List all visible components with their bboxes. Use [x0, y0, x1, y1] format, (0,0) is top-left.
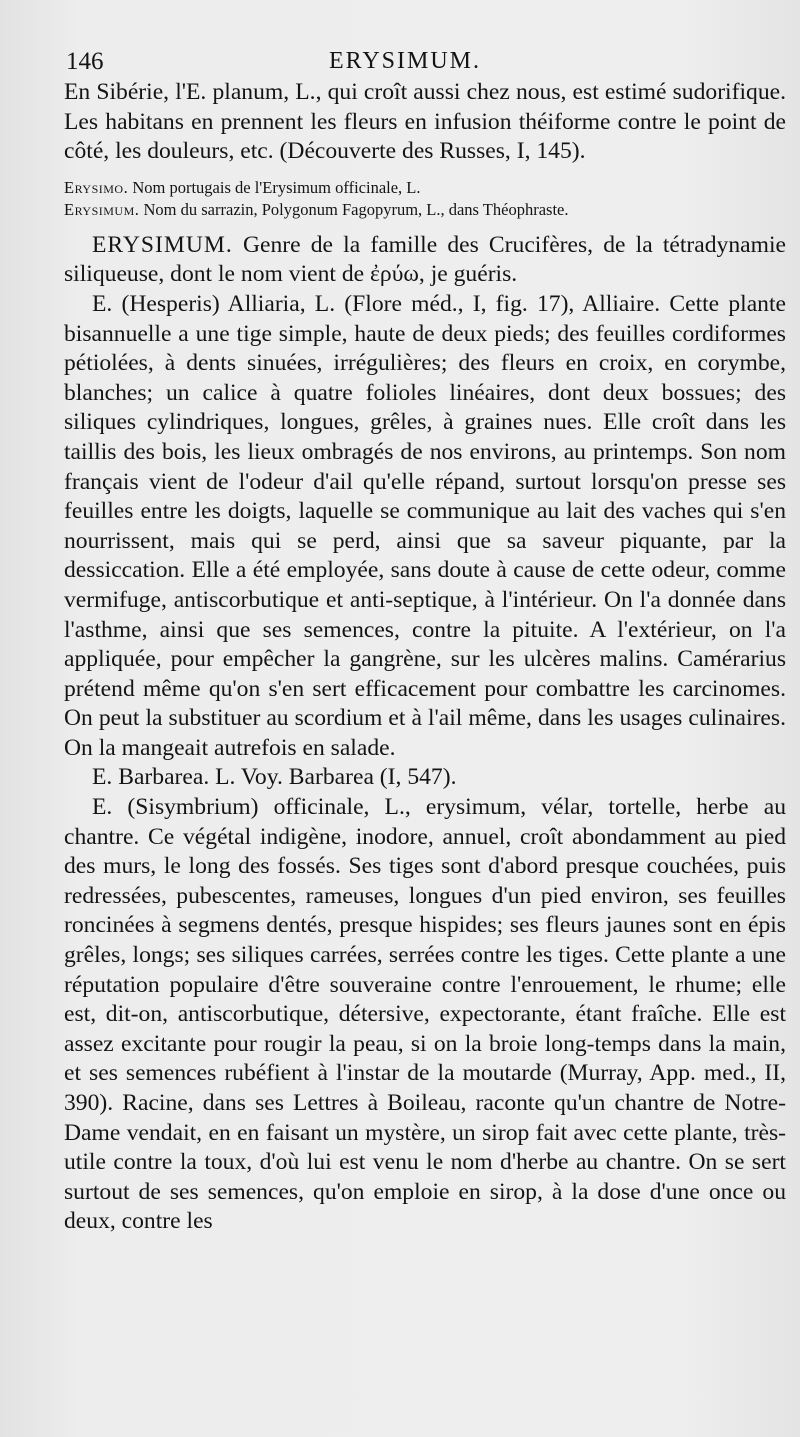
genus-text: Genre de la famille des Crucifères, de la tétradynamie siliqueuse, dont le nom vient de ἐρύω, je guéris. — [64, 231, 787, 288]
genus-entry — [64, 231, 786, 290]
entry-erysimum-sarrazin — [64, 199, 786, 221]
paragraph-alliaria: E. (Hesperis) Alliaria, L. (Flore méd., I, fig. 17), Alliaire. Cette plante bisannuelle a une tige simple, haute de deux pieds; des feuilles cordiformes pétiolées, à dents sinuées, irrégulières; des fleurs en croix, en corymbe, blanches; un calice à quatre folioles linéaires, dont deux bossues; des siliques cylindriques, longues, grêles, à graines nues. Elle croît dans les taillis des bois, les lieux ombragés de nos environs, au printemps. Son nom français vient de l'odeur d'ail qu'elle répand, surtout lorsqu'on presse ses feuilles entre les doigts, laquelle se communique au lait des vaches qui s'en nourrissent, mais qui se perd, ainsi que sa saveur piquante, par la dessiccation. Elle a été employée, sans doute à cause de cette odeur, comme vermifuge, antiscorbutique et anti-septique, à l'intérieur. On l'a donnée dans l'asthme, ainsi que ses semences, contre la pituite. A l'extérieur, on l'a appliquée, pour empêcher la gangrène, sur les ulcères malins. Camérarius prétend même qu'on s'en sert efficacement pour combattre les carcinomes. On peut la substituer au scordium et à l'ail même, dans les usages culinaires. On la mangeait autrefois en salade. — [64, 290, 786, 761]
body-text — [64, 78, 786, 1237]
entry-text: Nom portugais de l'Erysimum officinale, L. — [132, 177, 421, 197]
entry-erysimo — [64, 177, 786, 199]
running-head — [64, 42, 786, 78]
entry-text: Nom du sarrazin, Polygonum Fagopyrum, L., dans Théophraste. — [143, 199, 569, 219]
paragraph-sudorifique: En Sibérie, l'E. planum, L., qui croît aussi chez nous, est estimé sudorifique. Les habitans en prennent les fleurs en infusion théiforme contre le point de côté, les douleurs, etc. (Découverte des Russes, I, 145). — [64, 79, 786, 165]
genus-headword: ERYSIMUM. — [92, 231, 233, 258]
paragraph-barbarea: E. Barbarea. L. Voy. Barbarea (I, 547). — [92, 764, 457, 791]
page-number: 146 — [66, 48, 104, 75]
running-title: ERYSIMUM. — [328, 48, 482, 74]
short-entries — [64, 167, 786, 231]
entry-headword: Erysimo. — [64, 177, 129, 197]
paragraph-officinale: E. (Sisymbrium) officinale, L., erysimum, vélar, tortelle, herbe au chantre. Ce végétal indigène, inodore, annuel, croît abondamment au pied des murs, le long des fossés. Ses tiges sont d'abord presque couchées, puis redressées, pubescentes, rameuses, longues d'un pied environ, ses feuilles roncinées à segmens dentés, presque hispides; ses fleurs jaunes sont en épis grêles, longs; ses siliques carrées, serrées contre les tiges. Cette plante a une réputation populaire d'être souveraine contre l'enrouement, le rhume; elle est, dit-on, antiscorbutique, détersive, expectorante, étant fraîche. Elle est assez excitante pour rougir la peau, si on la broie long-temps dans la main, et ses semences rubéfient à l'instar de la moutarde (Murray, App. med., II, 390). Racine, dans ses Lettres à Boileau, raconte qu'un chantre de Notre-Dame vendait, en en faisant un mystère, un sirop fait avec cette plante, très-utile contre la toux, d'où lui est venu le nom d'herbe au chantre. On se sert surtout de ses semences, qu'on emploie en sirop, à la dose d'une once ou deux, contre les — [64, 794, 786, 1235]
entry-headword: Erysimum. — [64, 199, 140, 219]
